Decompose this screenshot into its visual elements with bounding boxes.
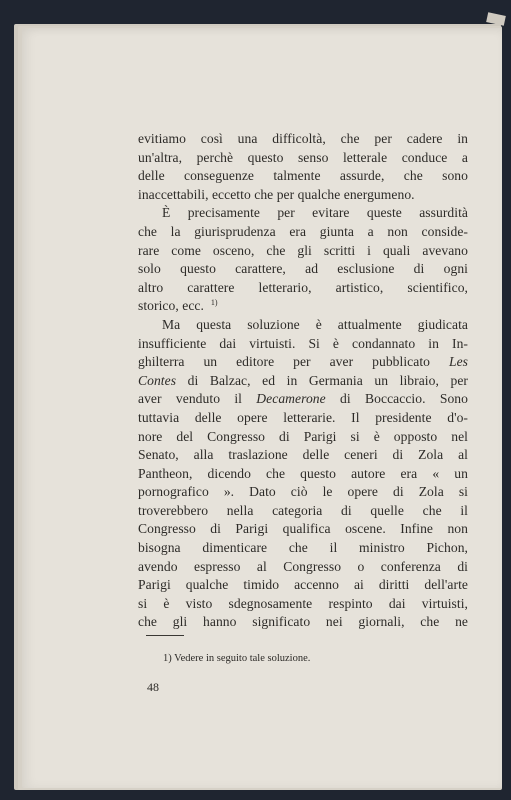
text-line-content: aver venduto il xyxy=(138,391,257,407)
text-line: nore del Congresso di Parigi si è opposto nel xyxy=(138,428,468,444)
paragraph-1 xyxy=(138,130,468,204)
text-line xyxy=(138,353,468,372)
text-line: che gli hanno significato nei giornali, che ne xyxy=(138,614,468,630)
text-line: insufficiente dai virtuisti. Si è condannato in In- xyxy=(138,335,468,351)
text-line: solo questo carattere, ad esclusione di ogni xyxy=(138,261,468,277)
text-line xyxy=(138,372,468,391)
body-text xyxy=(138,130,468,632)
text-line: Senato, alla traslazione delle ceneri di Zola al xyxy=(138,447,468,463)
italic-title: Les xyxy=(448,354,468,370)
text-line: Pantheon, dicendo che questo autore era « un xyxy=(138,465,468,481)
footnote-divider xyxy=(146,635,184,636)
text-line: evitiamo così una difficoltà, che per cadere in xyxy=(138,131,468,146)
page-number: 48 xyxy=(147,680,159,694)
text-line: che la giurisprudenza era giunta a non conside- xyxy=(138,223,468,239)
text-line-content: storico, ecc. xyxy=(138,298,204,314)
text-line: altro carattere letterario, artistico, scientifico, xyxy=(138,279,468,295)
footnote-ref: 1) xyxy=(210,298,218,308)
text-line: pornografico ». Dato ciò le opere di Zola si xyxy=(138,484,468,500)
text-line: inaccettabili, eccetto che per qualche energumeno. xyxy=(138,186,415,202)
paragraph-3 xyxy=(138,316,468,632)
text-line-content: di Balzac, ed in Germania un libraio, per xyxy=(176,372,468,388)
text-line: È precisamente per evitare queste assurdità xyxy=(162,205,468,221)
text-line: bisogna dimenticare che il ministro Pichon, xyxy=(138,540,468,556)
text-line: troverebbero nella categoria di quelle che il xyxy=(138,502,468,518)
text-line: Parigi qualche timido accenno ai diritti dell'arte xyxy=(138,577,468,593)
italic-title: Decamerone xyxy=(256,391,326,407)
text-line-content: di Boccaccio. Sono xyxy=(325,391,468,407)
text-line: Congresso di Parigi qualifica oscene. Infine non xyxy=(138,521,468,537)
italic-title: Contes xyxy=(138,372,177,388)
text-line: delle conseguenze talmente assurde, che sono xyxy=(138,168,468,184)
text-line: un'altra, perchè questo senso letterale conduce a xyxy=(138,149,468,165)
text-line: si è visto sdegnosamente respinto dai virtuisti, xyxy=(138,595,468,611)
text-line xyxy=(138,390,468,409)
text-line: rare come osceno, che gli scritti i quali avevano xyxy=(138,242,468,258)
paragraph-2 xyxy=(138,204,468,316)
text-line: avendo espresso al Congresso o conferenza di xyxy=(138,558,468,574)
footnote: 1) Vedere in seguito tale soluzione. xyxy=(163,653,311,664)
text-line xyxy=(138,297,468,316)
text-line: Ma questa soluzione è attualmente giudicata xyxy=(162,316,468,332)
text-line: tuttavia delle opere letterarie. Il presidente d'o- xyxy=(138,409,468,425)
text-line-content: ghilterra un editore per aver pubblicato xyxy=(138,354,449,370)
